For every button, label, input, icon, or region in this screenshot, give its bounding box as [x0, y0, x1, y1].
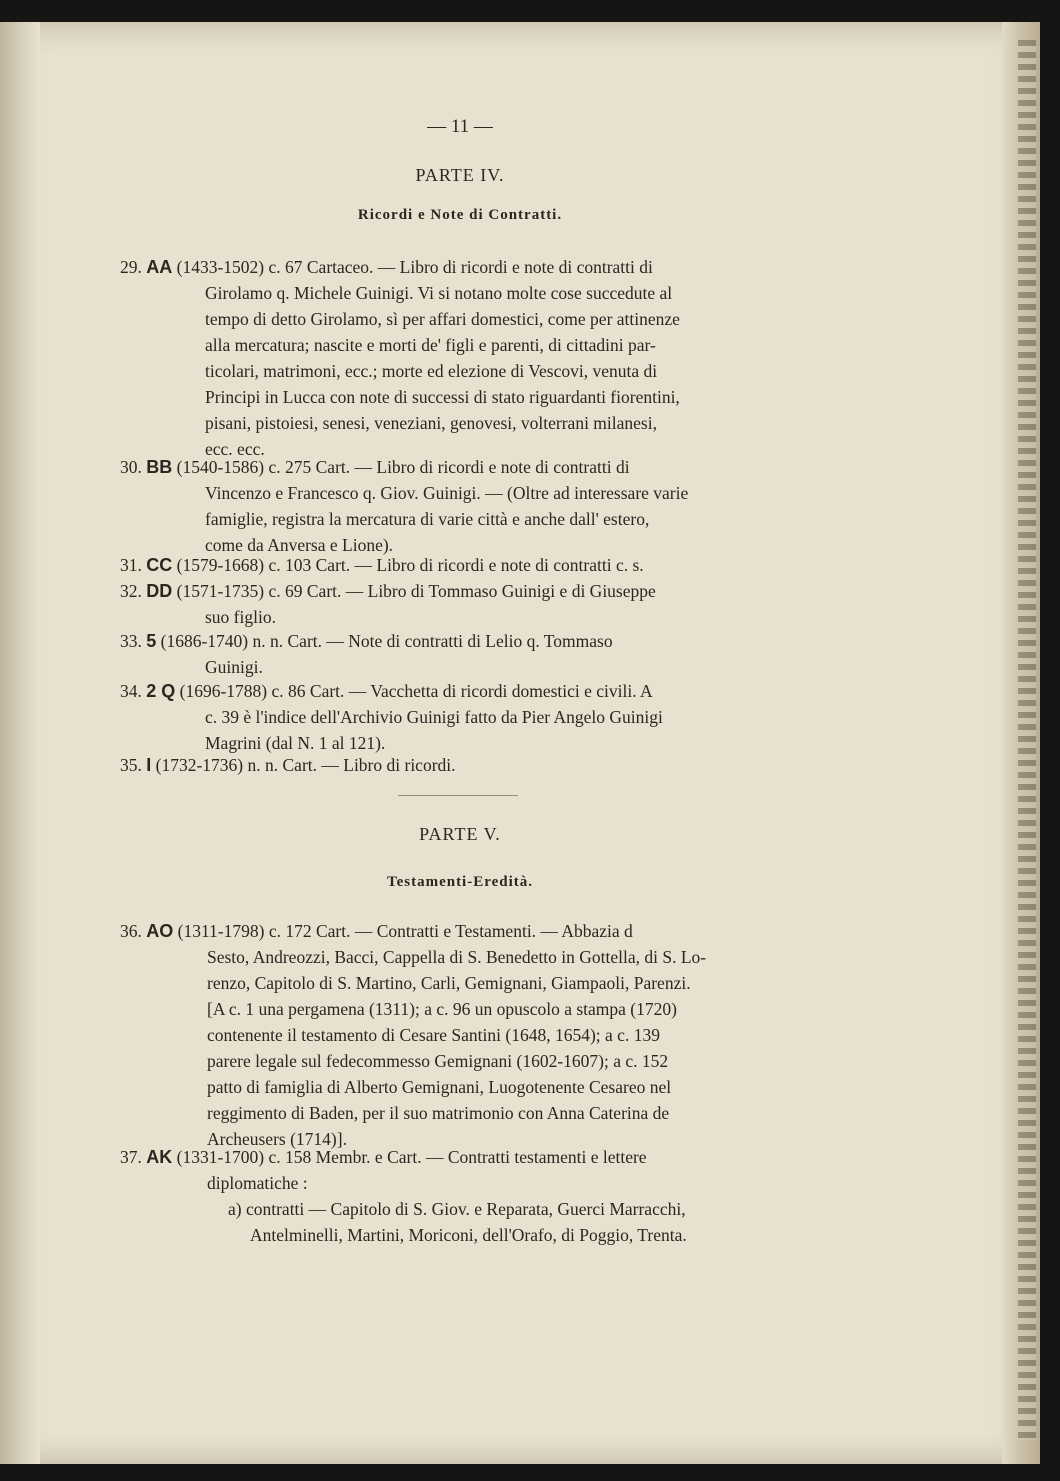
entry-line: parere legale sul fedecommesso Gemignani (1602-1607); a c. 152	[207, 1051, 669, 1071]
entry-line: Archeusers (1714)].	[207, 1129, 347, 1149]
entry-line: Girolamo q. Michele Guinigi. Vi si notano molte cose succedute al	[205, 283, 673, 303]
entry-line: (1540-1586) c. 275 Cart. — Libro di ricordi e note di contratti di	[176, 457, 630, 477]
entry-number: 35.	[120, 755, 142, 775]
entry-line: Antelminelli, Martini, Moriconi, dell'Orafo, di Poggio, Trenta.	[250, 1225, 687, 1245]
entry-line: tempo di detto Girolamo, sì per affari domestici, come per attinenze	[205, 309, 680, 329]
entry-line: (1696-1788) c. 86 Cart. — Vacchetta di ricordi domestici e civili. A	[179, 681, 653, 701]
entry-31	[120, 552, 644, 578]
part-iv-title: PARTE IV.	[415, 165, 505, 185]
entry-code: DD	[146, 581, 173, 601]
entry-line: alla mercatura; nascite e morti de' figli e parenti, di cittadini par-	[205, 335, 656, 355]
entry-line: Vincenzo e Francesco q. Giov. Guinigi. — (Oltre ad interessare varie	[205, 483, 689, 503]
entry-line: (1686-1740) n. n. Cart. — Note di contratti di Lelio q. Tommaso	[160, 631, 613, 651]
entry-line: (1311-1798) c. 172 Cart. — Contratti e Testamenti. — Abbazia d	[177, 921, 633, 941]
entry-line: (1433-1502) c. 67 Cartaceo. — Libro di ricordi e note di contratti di	[176, 257, 653, 277]
entry-line: Sesto, Andreozzi, Bacci, Cappella di S. Benedetto in Gottella, di S. Lo-	[207, 947, 707, 967]
part-v-subtitle: Testamenti-Eredità.	[386, 874, 534, 890]
entry-line: suo figlio.	[205, 607, 276, 627]
entry-number: 33.	[120, 631, 142, 651]
entry-number: 30.	[120, 457, 142, 477]
entry-line: come da Anversa e Lione).	[205, 535, 394, 555]
entry-line: (1331-1700) c. 158 Membr. e Cart. — Contratti testamenti e lettere	[176, 1147, 647, 1167]
entry-code: 2 Q	[146, 681, 176, 701]
entry-code: AA	[146, 257, 173, 277]
entry-code: I	[146, 755, 152, 775]
scan-edge-strip	[1018, 40, 1036, 1440]
entry-number: 32.	[120, 581, 142, 601]
entry-line: diplomatiche :	[207, 1173, 308, 1193]
entry-code: AO	[146, 921, 174, 941]
entry-code: AK	[146, 1147, 173, 1167]
entry-line: (1579-1668) c. 103 Cart. — Libro di ricordi e note di contratti c. s.	[176, 555, 644, 575]
entry-line: patto di famiglia di Alberto Gemignani, Luogotenente Cesareo nel	[207, 1077, 672, 1097]
entry-line: Magrini (dal N. 1 al 121).	[205, 733, 386, 753]
entry-number: 37.	[120, 1147, 142, 1167]
entry-line: a) contratti — Capitolo di S. Giov. e Reparata, Guerci Marracchi,	[228, 1199, 686, 1219]
part-iv-subtitle: Ricordi e Note di Contratti.	[357, 207, 563, 223]
entry-line: famiglie, registra la mercatura di varie città e anche dall' estero,	[205, 509, 650, 529]
entry-number: 36.	[120, 921, 142, 941]
entry-code: BB	[146, 457, 173, 477]
entry-line: Principi in Lucca con note di successi di stato riguardanti fiorentini,	[205, 387, 680, 407]
entry-line: (1732-1736) n. n. Cart. — Libro di ricordi.	[155, 755, 456, 775]
page-number: — 11 —	[427, 116, 493, 137]
part-v-title: PARTE V.	[419, 824, 501, 844]
entry-line: [A c. 1 una pergamena (1311); a c. 96 un opuscolo a stampa (1720)	[207, 999, 677, 1019]
entry-line: Guinigi.	[205, 657, 263, 677]
entry-line: (1571-1735) c. 69 Cart. — Libro di Tommaso Guinigi e di Giuseppe	[176, 581, 656, 601]
entry-code: CC	[146, 555, 173, 575]
entry-line: ecc. ecc.	[205, 439, 265, 459]
entry-number: 34.	[120, 681, 142, 701]
page-gutter	[0, 22, 40, 1464]
entry-code: 5	[146, 631, 157, 651]
entry-line: pisani, pistoiesi, senesi, veneziani, genovesi, volterrani milanesi,	[205, 413, 657, 433]
entry-line: renzo, Capitolo di S. Martino, Carli, Gemignani, Giampaoli, Parenzi.	[207, 973, 691, 993]
entry-35	[120, 752, 456, 778]
entry-number: 29.	[120, 257, 142, 277]
entry-line: contenente il testamento di Cesare Santini (1648, 1654); a c. 139	[207, 1025, 660, 1045]
entry-line: c. 39 è l'indice dell'Archivio Guinigi fatto da Pier Angelo Guinigi	[205, 707, 663, 727]
entry-line: ticolari, matrimoni, ecc.; morte ed elezione di Vescovi, venuta di	[205, 361, 658, 381]
entry-number: 31.	[120, 555, 142, 575]
entry-line: reggimento di Baden, per il suo matrimonio con Anna Caterina de	[207, 1103, 670, 1123]
section-divider	[398, 795, 518, 796]
